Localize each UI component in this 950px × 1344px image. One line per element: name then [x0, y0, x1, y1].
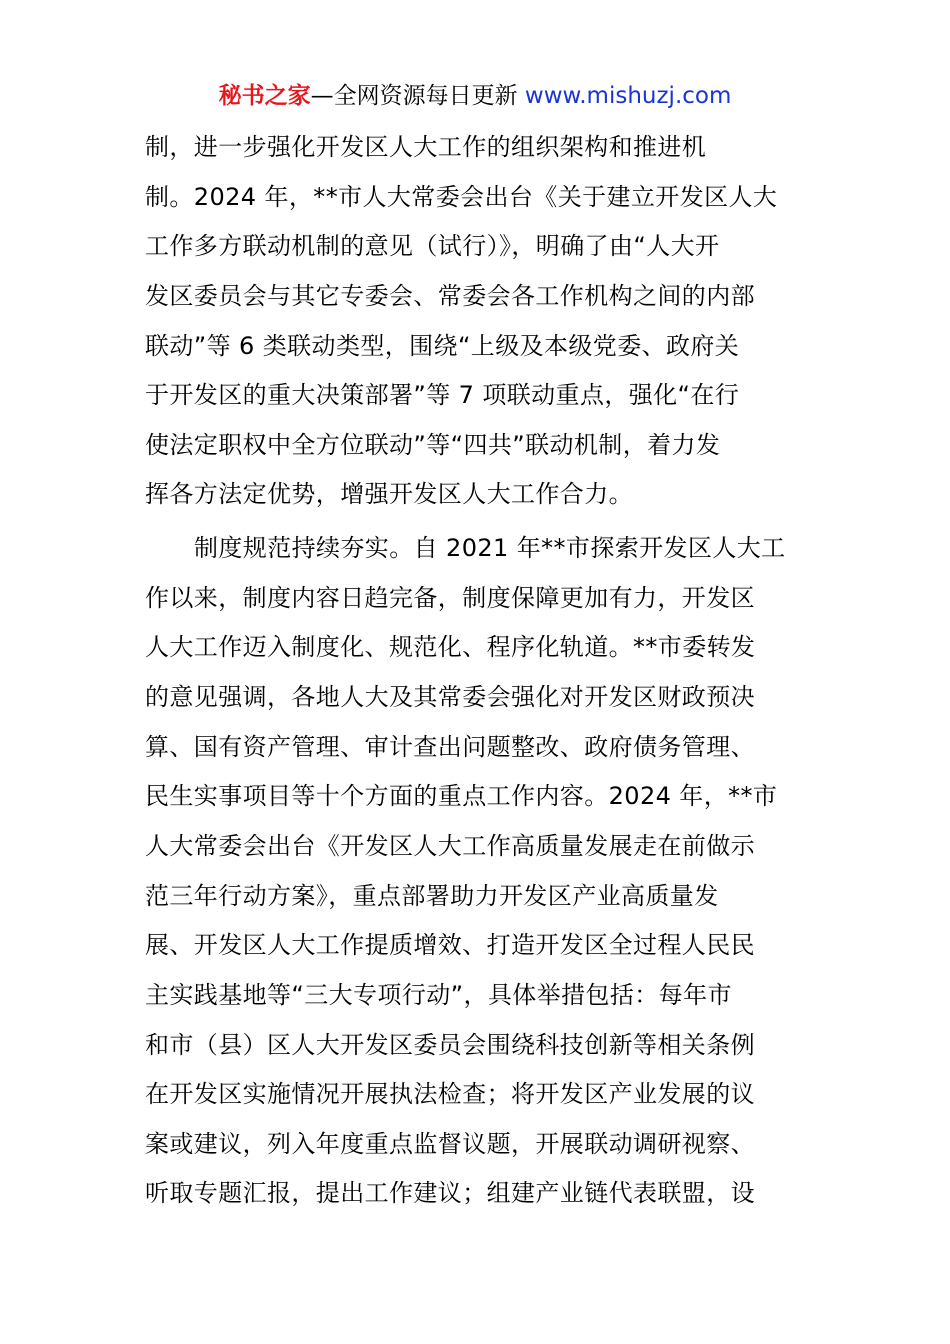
text-line: 人大常委会出台《开发区人大工作高质量发展走在前做示 [145, 831, 755, 860]
brand-name: 秘书之家 [218, 83, 311, 109]
site-url-link[interactable]: www.mishuzj.com [524, 83, 732, 109]
text-line: 的意见强调，各地人大及其常委会强化对开发区财政预决 [145, 683, 755, 712]
text-line: 听取专题汇报，提出工作建议；组建产业链代表联盟，设 [145, 1179, 755, 1208]
header-tagline: —全网资源每日更新 [310, 83, 518, 109]
text-line: 使法定职权中全方位联动”等“四共”联动机制，着力发 [145, 430, 721, 459]
text-line: 作以来，制度内容日趋完备，制度保障更加有力，开发区 [145, 583, 755, 612]
text-line: 工作多方联动机制的意见（试行）》，明确了由“人大开 [145, 232, 720, 261]
text-line: 于开发区的重大决策部署”等 7 项联动重点，强化“在行 [145, 381, 740, 410]
text-line: 人大工作迈入制度化、规范化、程序化轨道。**市委转发 [145, 633, 756, 662]
text-line: 制。2024 年，**市人大常委会出台《关于建立开发区人大 [145, 182, 778, 211]
text-line: 在开发区实施情况开展执法检查；将开发区产业发展的议 [145, 1080, 755, 1109]
text-line: 制度规范持续夯实。自 2021 年**市探索开发区人大工 [194, 534, 786, 563]
text-line: 联动”等 6 类联动类型，围绕“上级及本级党委、政府关 [145, 331, 740, 360]
document-body [145, 123, 811, 1219]
text-line: 展、开发区人大工作提质增效、打造开发区全过程人民民 [145, 931, 755, 960]
text-line: 制，进一步强化开发区人大工作的组织架构和推进机 [145, 133, 707, 161]
page-header [0, 80, 950, 112]
text-line: 挥各方法定优势，增强开发区人大工作合力。 [145, 480, 633, 509]
text-line: 民生实事项目等十个方面的重点工作内容。2024 年，**市 [145, 782, 778, 811]
text-line: 算、国有资产管理、审计查出问题整改、政府债务管理、 [145, 732, 755, 761]
text-line: 范三年行动方案》，重点部署助力开发区产业高质量发 [145, 881, 719, 910]
paragraph-1 [145, 123, 811, 520]
text-line: 发区委员会与其它专委会、常委会各工作机构之间的内部 [145, 281, 755, 310]
paragraph-2 [145, 524, 811, 1219]
text-line: 案或建议，列入年度重点监督议题，开展联动调研视察、 [145, 1129, 755, 1158]
text-line: 和市（县）区人大开发区委员会围绕科技创新等相关条例 [145, 1030, 755, 1059]
text-line: 主实践基地等“三大专项行动”，具体举措包括：每年市 [145, 980, 732, 1009]
